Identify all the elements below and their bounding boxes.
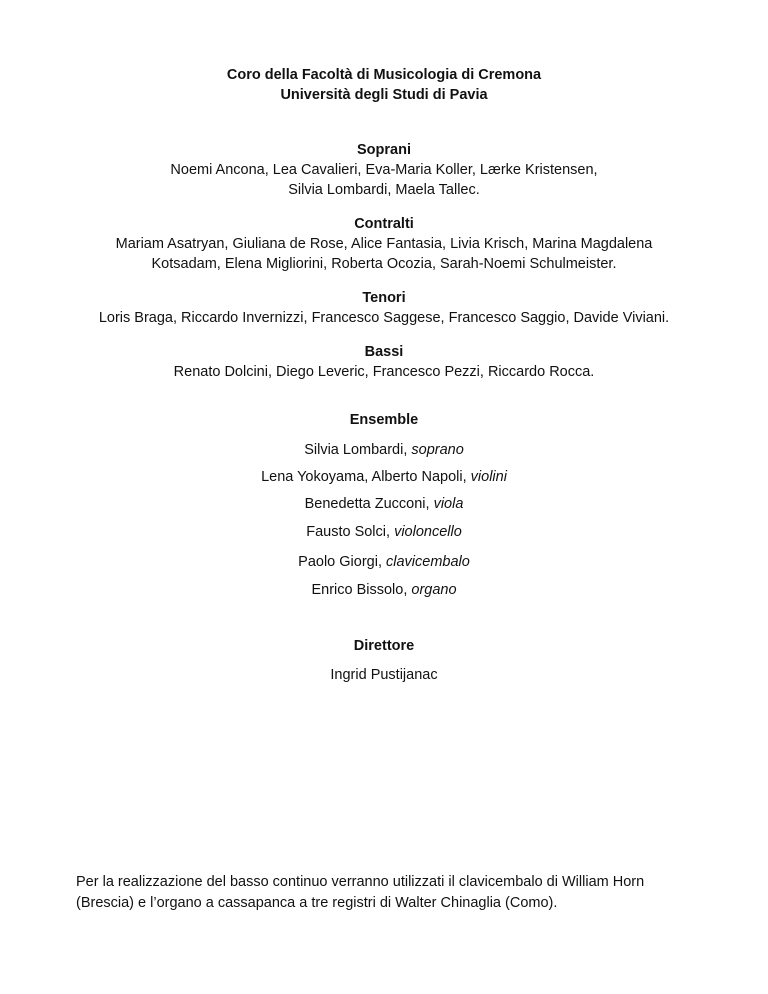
ensemble-member-names: Silvia Lombardi, xyxy=(304,442,412,458)
section-contralti xyxy=(0,214,768,274)
ensemble-member-role: organo xyxy=(411,582,457,598)
soprani-line-1: Noemi Ancona, Lea Cavalieri, Eva-Maria Koller, Lærke Kristensen, xyxy=(170,162,598,178)
section-title-bassi: Bassi xyxy=(364,344,404,360)
ensemble-member xyxy=(0,467,768,487)
ensemble-member xyxy=(0,552,768,572)
contralti-line-1: Mariam Asatryan, Giuliana de Rose, Alice Fantasia, Livia Krisch, Marina Magdalena xyxy=(115,236,653,252)
section-title-tenori: Tenori xyxy=(362,290,406,306)
section-tenori xyxy=(0,288,768,328)
ensemble-member-names: Lena Yokoyama, Alberto Napoli, xyxy=(261,469,471,485)
header xyxy=(0,65,768,105)
section-title-contralti: Contralti xyxy=(354,216,414,232)
ensemble-member-names: Enrico Bissolo, xyxy=(311,582,412,598)
header-title: Coro della Facoltà di Musicologia di Cremona xyxy=(226,67,542,83)
section-direttore xyxy=(0,636,768,656)
section-ensemble xyxy=(0,410,768,430)
bassi-line-1: Renato Dolcini, Diego Leveric, Francesco Pezzi, Riccardo Rocca. xyxy=(173,364,595,380)
tenori-line-1: Loris Braga, Riccardo Invernizzi, Francesco Saggese, Francesco Saggio, Davide Viviani. xyxy=(98,310,670,326)
section-title-ensemble: Ensemble xyxy=(349,412,419,428)
section-soprani xyxy=(0,140,768,200)
ensemble-member xyxy=(0,440,768,460)
direttore-name-block xyxy=(0,665,768,685)
ensemble-member-role: viola xyxy=(433,496,464,512)
footer-note-line-2: (Brescia) e l’organo a cassapanca a tre registri di Walter Chinaglia (Como). xyxy=(76,895,558,911)
header-subtitle: Università degli Studi di Pavia xyxy=(280,87,488,103)
direttore-name: Ingrid Pustijanac xyxy=(330,667,438,683)
ensemble-member-names: Fausto Solci, xyxy=(306,524,395,540)
section-bassi xyxy=(0,342,768,382)
footer-note-line-1: Per la realizzazione del basso continuo verranno utilizzati il clavicembalo di William Horn xyxy=(76,874,645,890)
ensemble-member-role: clavicembalo xyxy=(386,554,470,570)
ensemble-member-role: soprano xyxy=(411,442,464,458)
section-title-soprani: Soprani xyxy=(357,142,411,158)
ensemble-member xyxy=(0,494,768,514)
ensemble-member-role: violini xyxy=(470,469,507,485)
footer-note xyxy=(76,872,706,914)
ensemble-member xyxy=(0,522,768,542)
ensemble-member-role: violoncello xyxy=(394,524,462,540)
contralti-line-2: Kotsadam, Elena Migliorini, Roberta Ocozia, Sarah-Noemi Schulmeister. xyxy=(151,256,617,272)
ensemble-member xyxy=(0,580,768,600)
section-title-direttore: Direttore xyxy=(353,638,415,654)
ensemble-member-names: Paolo Giorgi, xyxy=(298,554,387,570)
soprani-line-2: Silvia Lombardi, Maela Tallec. xyxy=(288,182,480,198)
ensemble-member-names: Benedetta Zucconi, xyxy=(304,496,434,512)
